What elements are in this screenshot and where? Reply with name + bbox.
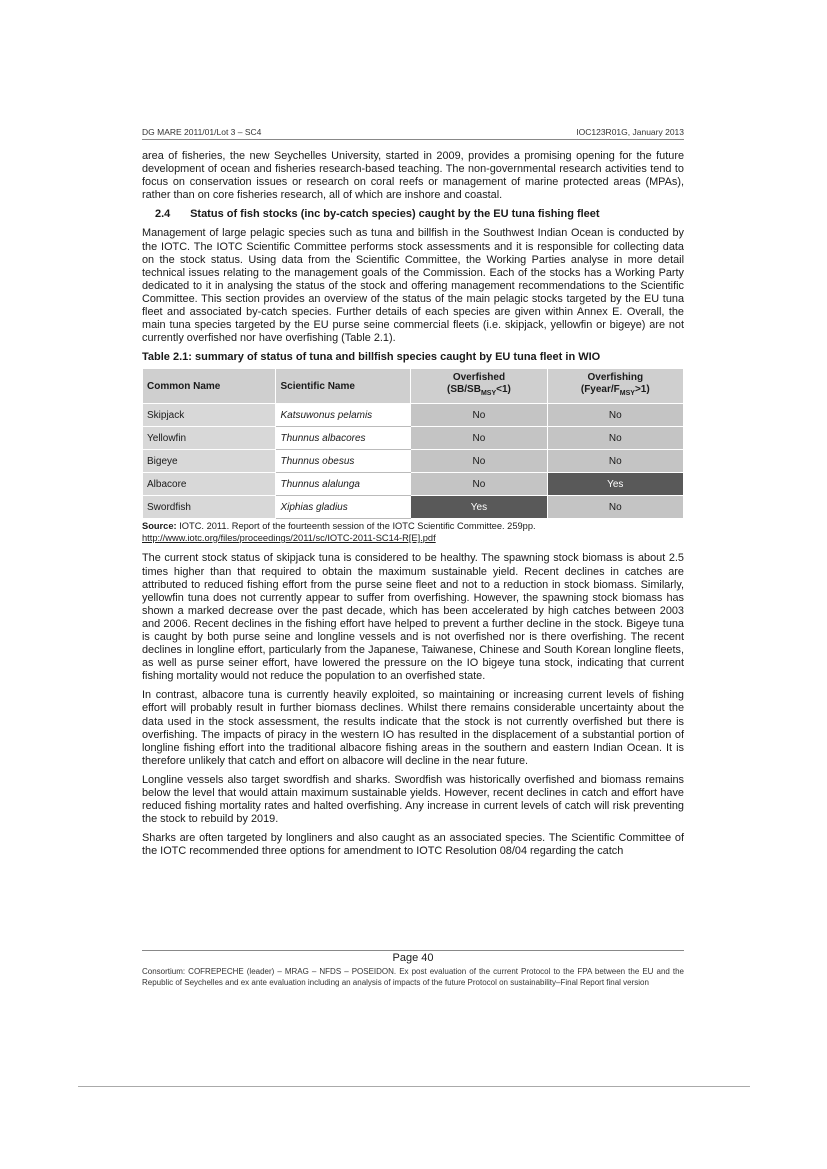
section-heading: [142, 208, 684, 221]
header-overfishing-sub: MSY: [619, 390, 635, 398]
source-text: IOTC. 2011. Report of the fourteenth session of the IOTC Scientific Committee. 259pp.: [176, 521, 536, 532]
header-common-name: Common Name: [143, 369, 276, 404]
header-overfished-prefix: (SB/SB: [447, 384, 481, 396]
header-overfished-sub: MSY: [480, 390, 497, 398]
table-row: [143, 473, 684, 496]
cell-scientific-name: Xiphias gladius: [276, 496, 411, 519]
paragraph-swordfish: Longline vessels also target swordfish and sharks. Swordfish was historically overfished and biomass remains below the level that would attain maximum sustainable yields. However, recent declines in catch and effort have reduced fishing mortality rates and halted overfishing. Any increase in current levels of catch will risk preventing the stock to rebuild by 2019.: [142, 773, 684, 826]
table-row: [143, 496, 684, 519]
bottom-divider: [78, 1086, 750, 1087]
page-header: [142, 127, 684, 140]
cell-overfishing: No: [547, 496, 683, 519]
consortium-note: Consortium: COFREPECHE (leader) – MRAG – NFDS – POSEIDON. Ex post evaluation of the current Protocol to the FPA between the EU and the Republic of Seychelles and ex ante evaluation including an analysis of impacts of the future Protocol on sustainability–Final Report final version: [142, 967, 684, 987]
header-overfished: [411, 369, 547, 404]
paragraph-management: Management of large pelagic species such as tuna and billfish in the Southwest Indian Ocean is conducted by the IOTC. The IOTC Scientific Committee performs stock assessments and it is responsible for collecting data on the stock status. Using data from the Scientific Committee, the Working Parties analyse in more detail technical issues relating to the management goals of the Commission. Each of the stocks has a Working Party dedicated to it in analysing the status of the stock and offering management recommendations to the Scientific Committee. This section provides an overview of the status of the main pelagic stocks targeted by the EU tuna fleet and associated by-catch species. Further details of each species are given within Annex E. Overall, the main tuna species targeted by the EU purse seine commercial fleets (i.e. skipjack, yellowfin or bigeye) are not currently overfished nor have overfishing (Table 2.1).: [142, 227, 684, 345]
cell-common-name: Skipjack: [143, 404, 276, 427]
cell-scientific-name: Thunnus albacores: [276, 427, 411, 450]
source-label: Source:: [142, 521, 177, 532]
table-header-row: [143, 369, 684, 404]
table-row: [143, 427, 684, 450]
cell-overfished: No: [411, 427, 547, 450]
header-left: DG MARE 2011/01/Lot 3 – SC4: [142, 127, 262, 137]
section-title: Status of fish stocks (inc by-catch species) caught by the EU tuna fishing fleet: [190, 208, 600, 221]
cell-overfishing: No: [547, 450, 683, 473]
cell-overfished: No: [411, 404, 547, 427]
table-row: [143, 450, 684, 473]
section-number: 2.4: [155, 208, 171, 221]
cell-scientific-name: Thunnus obesus: [276, 450, 411, 473]
cell-common-name: Bigeye: [143, 450, 276, 473]
cell-common-name: Albacore: [143, 473, 276, 496]
table-caption: Table 2.1: summary of status of tuna and billfish species caught by EU tuna fleet in WIO: [142, 351, 601, 364]
header-overfishing-prefix: (Fyear/F: [580, 384, 620, 396]
header-overfishing-suffix: >1): [634, 384, 650, 396]
cell-overfished: No: [411, 450, 547, 473]
table-source: [142, 521, 684, 544]
document-body: [142, 150, 684, 864]
header-scientific-name: Scientific Name: [276, 369, 411, 404]
header-overfished-suffix: <1): [496, 384, 511, 396]
source-link[interactable]: http://www.iotc.org/files/proceedings/2011/sc/IOTC-2011-SC14-R[E].pdf: [142, 532, 436, 543]
cell-overfishing: No: [547, 404, 683, 427]
cell-scientific-name: Katsuwonus pelamis: [276, 404, 411, 427]
header-right: IOC123R01G, January 2013: [576, 127, 684, 137]
paragraph-albacore: In contrast, albacore tuna is currently heavily exploited, so maintaining or increasing current levels of fishing effort will probably result in further biomass declines. Whilst there remains considerable uncertainty about the data used in the stock assessment, the results indicate that the stock is not currently overfished but there is overfishing. The impacts of piracy in the western IO has resulted in the displacement of a substantial portion of longline fishing effort into the traditional albacore fishing areas in the southern and eastern Indian Ocean. It is therefore unlikely that catch and effort on albacore will decline in the near future.: [142, 689, 684, 767]
table-body: [143, 404, 684, 519]
cell-overfished: No: [411, 473, 547, 496]
stock-status-table: [142, 368, 684, 519]
header-overfishing: [547, 369, 683, 404]
cell-common-name: Swordfish: [143, 496, 276, 519]
cell-overfished: Yes: [411, 496, 547, 519]
header-overfishing-title: Overfishing: [587, 372, 644, 384]
page-number: Page 40: [392, 952, 434, 964]
paragraph-skipjack: The current stock status of skipjack tuna is considered to be healthy. The spawning stock biomass is about 2.5 times higher than that required to obtain the maximum sustainable yield. Recent declines in catches are attributed to reduced fishing effort from the purse seine fleet and not to a reduction in stock biomass. Similarly, yellowfin tuna does not currently appear to suffer from overfishing. However, the spawning stock biomass has shown a marked decrease over the past decade, which has been accelerated by high catches between 2003 and 2006. Recent declines in the fishing effort have helped to prevent a further decline in the stock. Bigeye tuna is caught by both purse seine and longline vessels and is not overfished nor is there overfishing. The recent declines in longline effort, particularly from the Japanese, Taiwanese, Chinese and South Korean longline fleets, as well as purse seiner effort, have lowered the pressure on the IO bigeye tuna stock, indicating that current fishing mortality would not reduce the population to an overfished state.: [142, 552, 684, 683]
header-overfished-title: Overfished: [452, 372, 506, 384]
footer-divider: [142, 950, 684, 951]
cell-overfishing: Yes: [547, 473, 683, 496]
cell-common-name: Yellowfin: [143, 427, 276, 450]
cell-overfishing: No: [547, 427, 683, 450]
paragraph-intro: area of fisheries, the new Seychelles University, started in 2009, provides a promising opening for the future development of ocean and fisheries research-based teaching. The non-governmental research activities tend to focus on conservation issues or research on coral reefs or management of marine protected areas (MPAs), rather than on core fisheries research, all of which are inshore and coastal.: [142, 150, 684, 202]
cell-scientific-name: Thunnus alalunga: [276, 473, 411, 496]
table-row: [143, 404, 684, 427]
paragraph-sharks: Sharks are often targeted by longliners and also caught as an associated species. The Scientific Committee of the IOTC recommended three options for amendment to IOTC Resolution 08/04 regarding the catch: [142, 832, 684, 858]
